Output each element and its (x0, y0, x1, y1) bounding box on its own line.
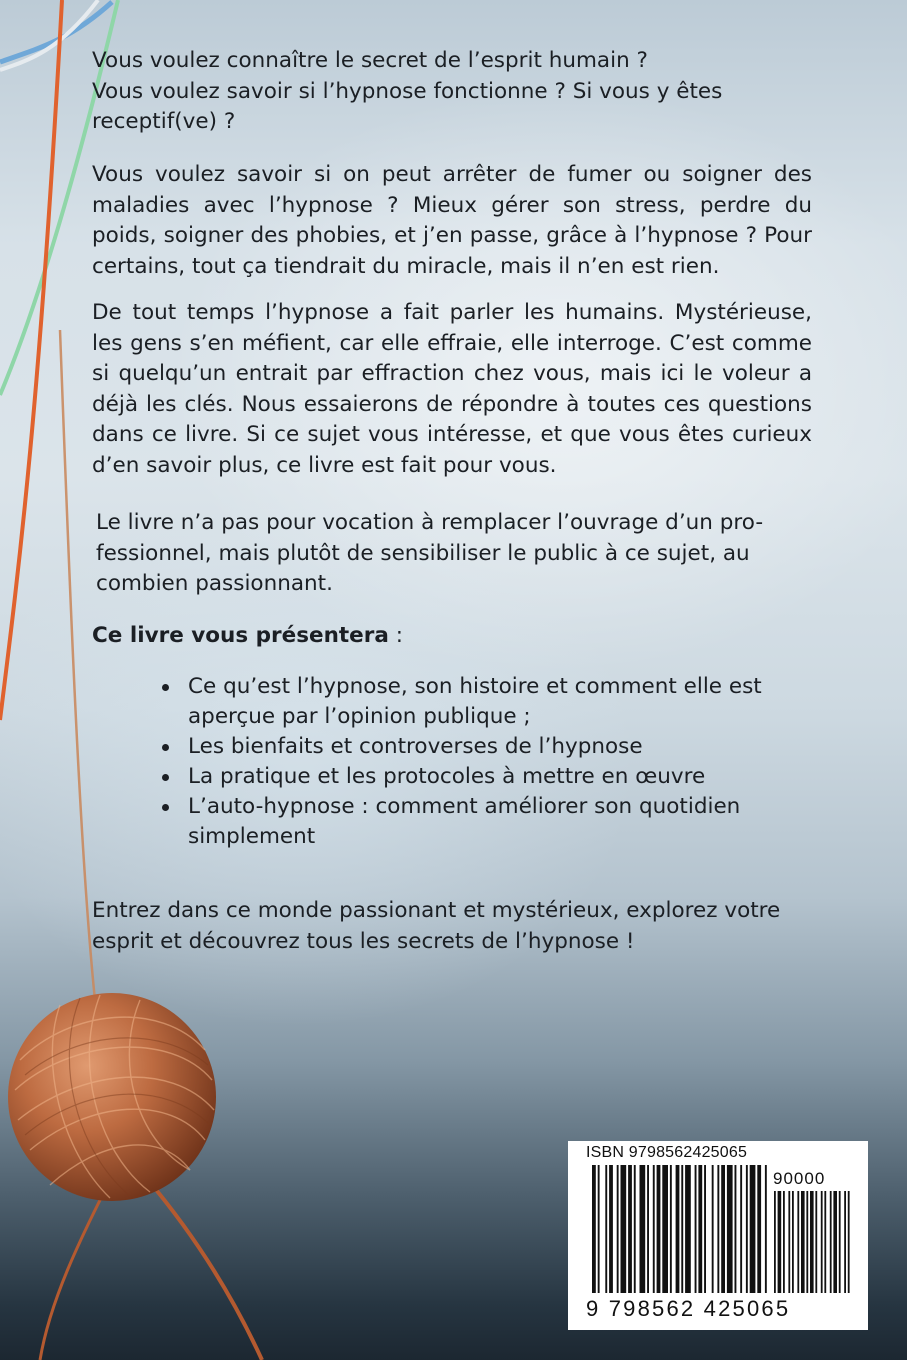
barcode-bar (647, 1165, 649, 1293)
intro-line-1: Vous voulez connaître le secret de l’esprit humain ? (92, 48, 648, 73)
barcode-bar (685, 1165, 691, 1293)
barcode-bar (657, 1165, 661, 1293)
intro-line-2: Vous voulez savoir si l’hypnose fonctionne ? Si vous y êtes receptif(ve) ? (92, 78, 723, 134)
yarn-ball (8, 993, 216, 1201)
barcode-bar (617, 1165, 619, 1293)
addon-bar (792, 1191, 794, 1293)
bullet-icon (162, 684, 169, 691)
addon-bar (833, 1191, 837, 1293)
addon-bar (810, 1191, 814, 1293)
barcode-bar (605, 1165, 607, 1293)
barcode-bar (727, 1165, 733, 1293)
addon-bar (788, 1191, 790, 1293)
addon-bar (778, 1191, 782, 1293)
barcode-bar (681, 1165, 683, 1293)
barcode-bar (592, 1165, 596, 1293)
lower-thread-left (40, 1180, 110, 1360)
barcode-bar (695, 1165, 697, 1293)
tan-thread (60, 330, 96, 1010)
barcode-bar (634, 1165, 636, 1293)
barcode-bar (670, 1165, 672, 1293)
addon-bar (821, 1191, 823, 1293)
list-heading-colon: : (388, 623, 403, 648)
list-item-text: Les bienfaits et controverses de l’hypnose (188, 734, 643, 759)
barcode-bar (704, 1165, 706, 1293)
isbn-label: ISBN 9798562425065 (586, 1144, 748, 1161)
list-item (160, 672, 820, 732)
paragraph-history: De tout temps l’hypnose a fait parler les humains. Mystérieuse, les gens s’en méfient, car elle effraie, elle interroge. C’est comme si quelqu’un entrait par effraction chez vous, mais ici le voleur a déjà les clés. Nous essaierons de répondre à toutes ces questions dans ce livre. Si ce sujet vous intéresse, et que vous êtes curieux d’en savoir plus, ce livre est fait pour vous. (92, 300, 812, 478)
addon-bar (830, 1191, 832, 1293)
barcode-bar (750, 1165, 756, 1293)
barcode-bar (609, 1165, 613, 1293)
list-item-text: La pratique et les protocoles à mettre en œuvre (188, 764, 706, 789)
barcode-bar (740, 1165, 742, 1293)
barcode-bar (712, 1165, 714, 1293)
barcode-bar (676, 1165, 680, 1293)
addon-bar (806, 1191, 808, 1293)
list-item-text: Ce qu’est l’hypnose, son histoire et comment elle est aperçue par l’opinion publique ; (188, 674, 762, 729)
barcode-bar (598, 1165, 600, 1293)
list-heading-bold: Ce livre vous présentera (92, 623, 389, 648)
addon-bar (774, 1191, 776, 1293)
list-item (160, 792, 820, 852)
barcode-bar (746, 1165, 748, 1293)
barcode-bar (735, 1165, 737, 1293)
barcode-bar (698, 1165, 702, 1293)
barcode-bar (717, 1165, 719, 1293)
barcode-bar (721, 1165, 725, 1293)
list-heading (92, 621, 403, 651)
bullet-icon (162, 804, 169, 811)
addon-bar (839, 1191, 841, 1293)
orange-thread (0, 0, 62, 720)
intro-paragraph (92, 46, 812, 138)
list-item-text: L’auto-hypnose : comment améliorer son quotidien simplement (188, 794, 741, 849)
topics-list (160, 672, 820, 852)
paragraph-disclaimer: Le livre n’a pas pour vocation à remplacer l’ouvrage d’un pro-fessionnel, mais plutôt de sensibiliser le public à ce sujet, au combien passionnant. (96, 510, 764, 596)
barcode-bar (765, 1165, 767, 1293)
list-item (160, 762, 820, 792)
addon-bar (801, 1191, 805, 1293)
addon-bar (783, 1191, 785, 1293)
addon-bar (824, 1191, 826, 1293)
closing-paragraph: Entrez dans ce monde passionant et mystérieux, explorez votre esprit et découvrez tous les secrets de l’hypnose ! (92, 898, 781, 954)
bullet-icon (162, 774, 169, 781)
addon-bar (844, 1191, 846, 1293)
barcode-bar (640, 1165, 646, 1293)
barcode-bar (757, 1165, 761, 1293)
barcode-bar (653, 1165, 655, 1293)
barcode-bar (621, 1165, 627, 1293)
paragraph-smoking: Vous voulez savoir si on peut arrêter de fumer ou soigner des maladies avec l’hypnose ? Mieux gérer son stress, perdre du poids, soigner des phobies, et j’en passe, grâce à l’hypnose ? Pour certains, tout ça tiendrait du miracle, mais il n’en est rien. (92, 162, 812, 279)
lower-thread-right (148, 1180, 262, 1360)
addon-bar (848, 1191, 850, 1293)
barcode-bar (662, 1165, 668, 1293)
list-item (160, 732, 820, 762)
addon-bar (815, 1191, 817, 1293)
barcode-number: 9 798562 425065 (586, 1296, 791, 1321)
bullet-icon (162, 744, 169, 751)
addon-price: 90000 (773, 1169, 826, 1188)
isbn-barcode (568, 1141, 868, 1330)
barcode-bar (628, 1165, 632, 1293)
addon-bar (797, 1191, 799, 1293)
